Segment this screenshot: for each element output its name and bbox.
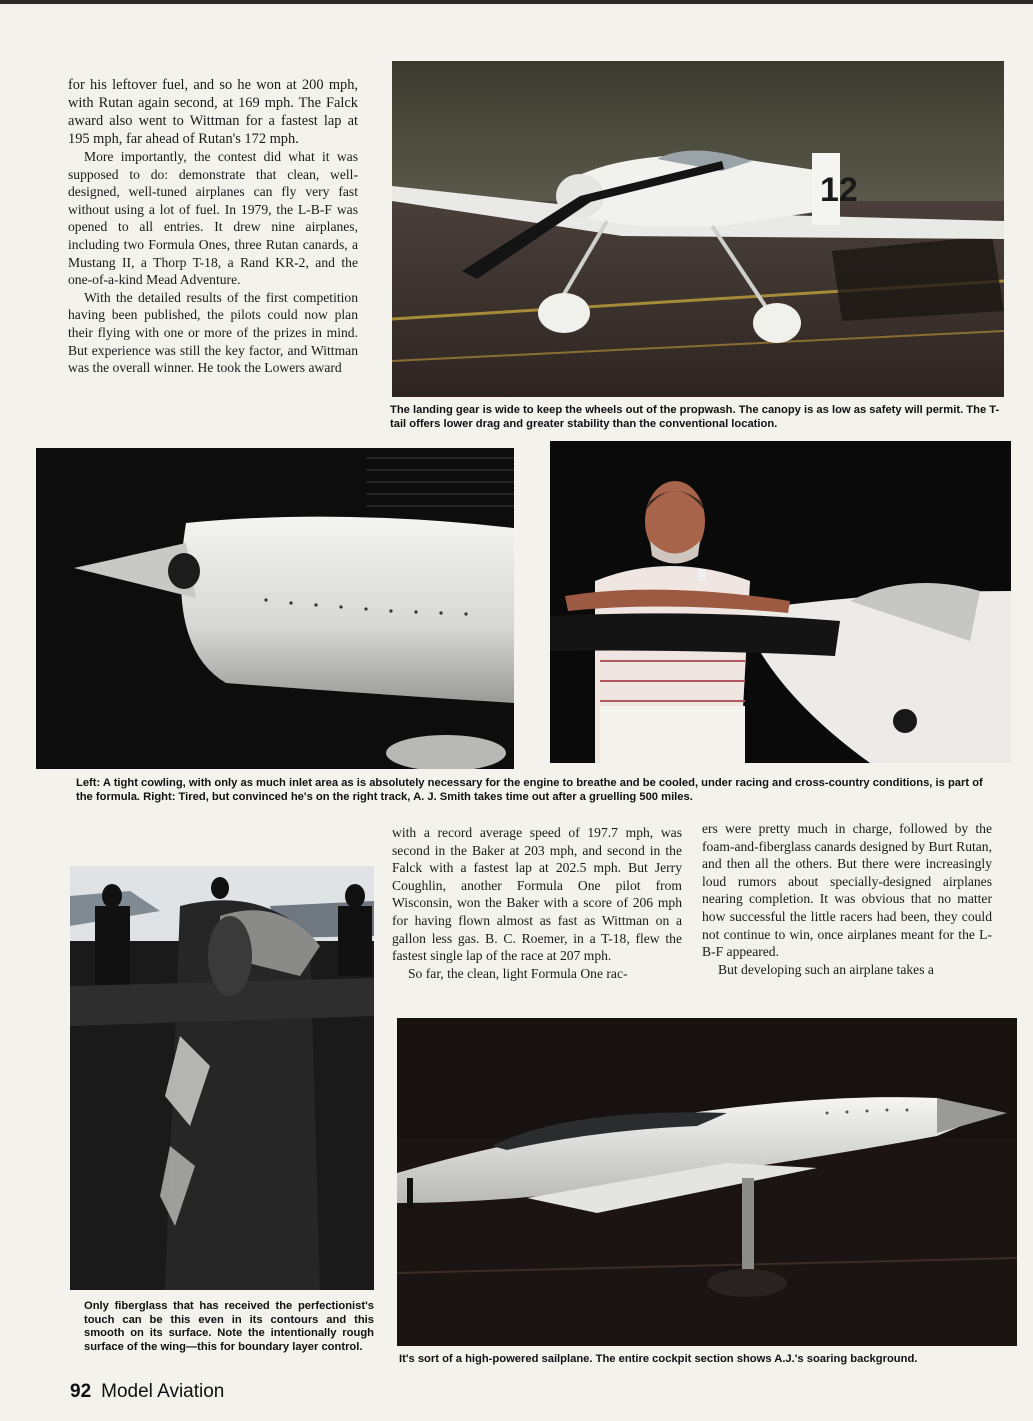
race-number: 12 bbox=[820, 171, 858, 209]
paragraph: with a record average speed of 197.7 mph, was second in the Baker at 203 mph, and second in the Falck with a fastest lap at 202.5 mph. But Jerry Coughlin, another Formula One pilot from Wisconsin, won the Baker with a score of 206 mph for having flown almost as fast as Wittman on a gallon less gas. B. C. Roemer, in a T-18, flew the fastest single lap of the race at 207 mph. bbox=[392, 825, 682, 964]
paragraph: More importantly, the contest did what it was supposed to do: demonstrate that clean, well-designed, well-tuned airplanes can fly very fast without using a lot of fuel. In 1979, the L-B-F was opened to all entries. It drew nine airplanes, including two Formula Ones, three Rutan canards, a Mustang II, a Thorp T-18, a Rand KR-2, and the one-of-a-kind Mead Adventure. bbox=[68, 149, 358, 288]
article-column-1 bbox=[68, 76, 358, 377]
paragraph: for his leftover fuel, and so he won at 200 mph, with Rutan again second, at 169 mph. The Falck award also went to Wittman for a fastest lap at 195 mph, far ahead of Rutan's 172 mph. bbox=[68, 77, 358, 147]
caption-top-photo: The landing gear is wide to keep the wheels out of the propwash. The canopy is as low as safety will permit. The T-tail offers lower drag and greater stability than the conventional location. bbox=[390, 404, 1000, 430]
photo-sailplane bbox=[397, 1018, 1017, 1346]
photo-landing-gear bbox=[392, 61, 1004, 397]
photo-pilot bbox=[550, 441, 1011, 763]
article-column-3 bbox=[702, 820, 992, 978]
caption-bottom-photo: It's sort of a high-powered sailplane. The entire cockpit section shows A.J.'s soaring background. bbox=[399, 1353, 918, 1365]
page-number: 92 bbox=[70, 1381, 92, 1402]
article-column-2 bbox=[392, 824, 682, 982]
caption-left-photo: Only fiberglass that has received the perfectionist's touch can be this even in its contours and this smooth on its surface. Note the intentionally rough surface of the wing—this for boundary layer control. bbox=[84, 1300, 374, 1353]
paragraph: So far, the clean, light Formula One rac- bbox=[408, 965, 628, 981]
paragraph: ers were pretty much in charge, followed by the foam-and-fiberglass canards designed by Burt Rutan, and then all the others. But there were increasingly loud rumors about specially-designed airplanes nearing completion. It was obvious that no matter how successful the little racers had been, they could not continue to win, once airplanes meant for the L-B-F appeared. bbox=[702, 821, 992, 960]
photo-cowling bbox=[36, 448, 514, 769]
photo-fiberglass bbox=[70, 866, 374, 1290]
paragraph: With the detailed results of the first competition having been published, the pilots could now plan their flying with one or more of the prizes in mind. But experience was still the key factor, and Wittman was the overall winner. He took the Lowers award bbox=[68, 289, 358, 376]
paragraph: But developing such an airplane takes a bbox=[718, 961, 934, 977]
page-footer bbox=[70, 1381, 224, 1403]
top-rule bbox=[0, 0, 1033, 4]
caption-middle-photos: Left: A tight cowling, with only as much inlet area as is absolutely necessary for the engine to breathe and be cooled, under racing and cross-country conditions, is part of the formula. Right: Tired, but convinced he's on the right track, A. J. Smith takes time out after a gruelling 500 miles. bbox=[76, 777, 983, 803]
publication-name: Model Aviation bbox=[101, 1381, 225, 1402]
